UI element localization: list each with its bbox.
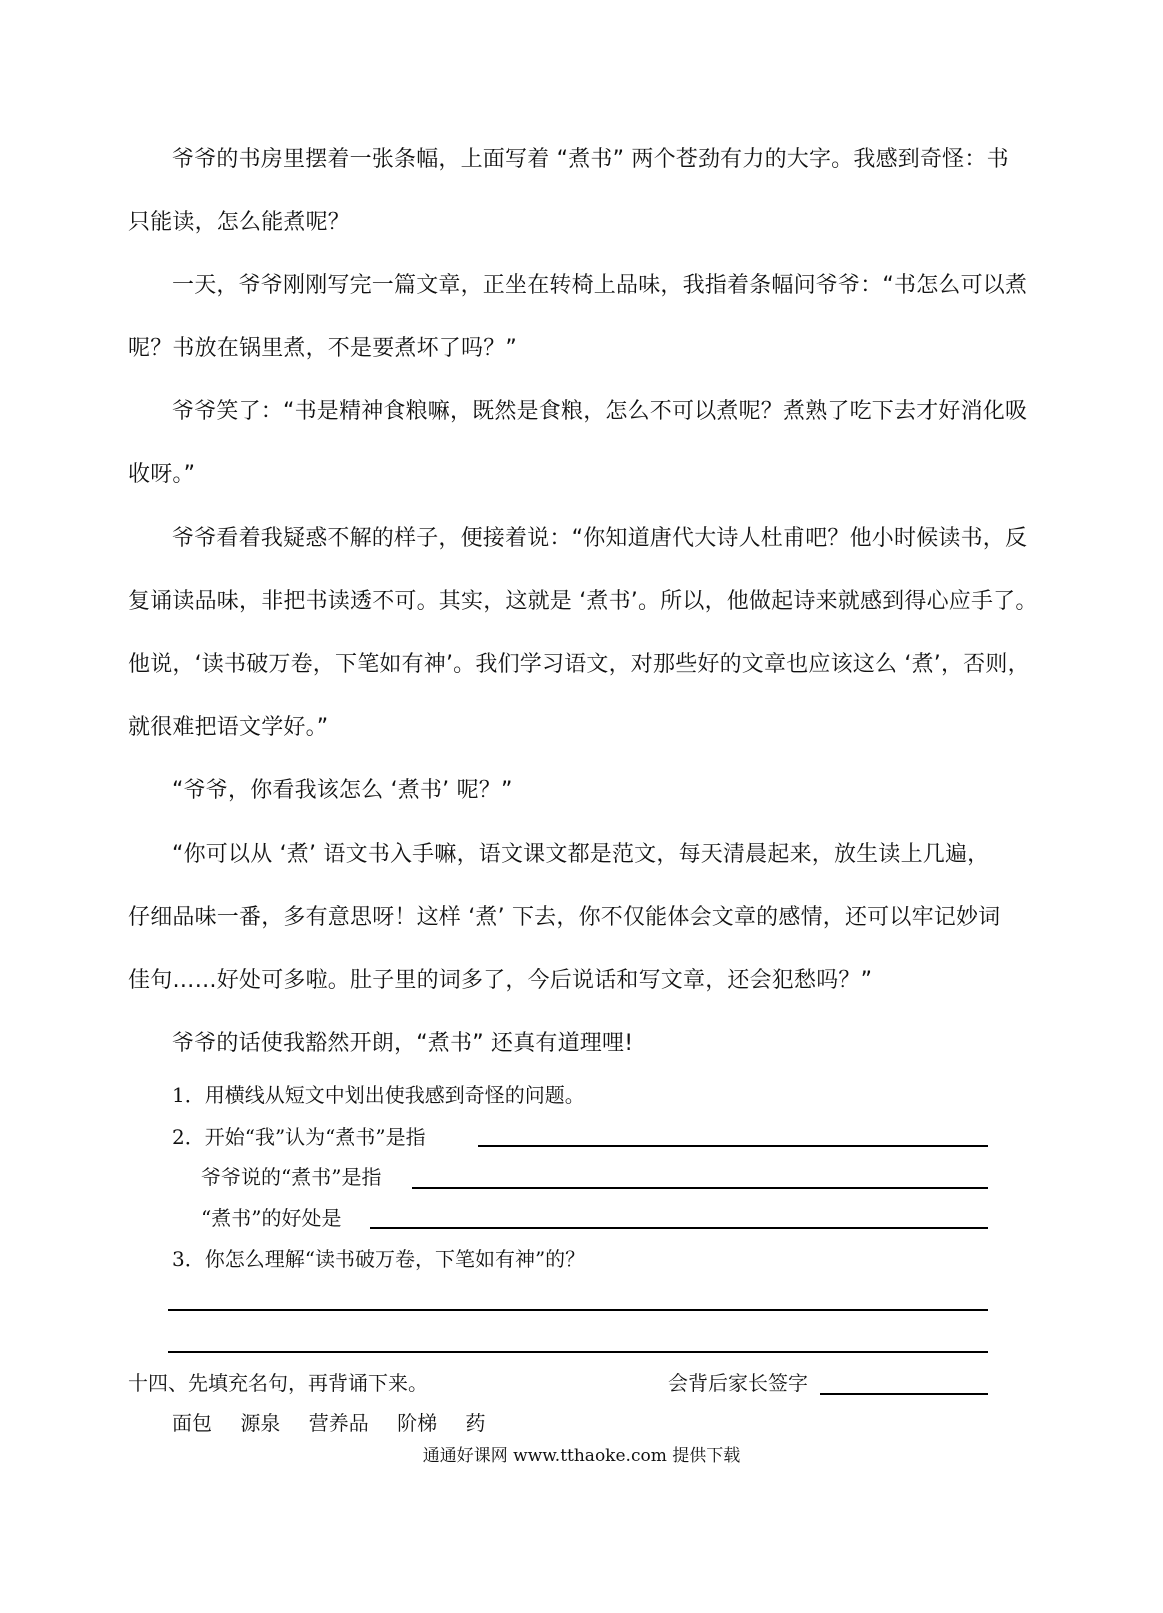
passage-line-4: 呢？书放在锅里煮，不是要煮坏了吗？” [128, 336, 517, 361]
passage-line-12: “你可以从 ‘煮’ 语文书入手嘛，语文课文都是范文，每天清晨起来，放生读上几遍， [172, 842, 990, 867]
page-footer: 通通好课网 www.tthaoke.com 提供下载 [422, 1446, 741, 1466]
passage-line-13: 仔细品味一番，多有意思呀！这样 ‘煮’ 下去，你不仅能体会文章的感情，还可以牢记妙词 [128, 905, 1001, 930]
passage-line-11: “爷爷，你看我该怎么 ‘煮书’ 呢？” [172, 778, 513, 803]
passage-line-14: 佳句……好处可多啦。肚子里的词多了，今后说话和写文章，还会犯愁吗？” [128, 968, 873, 993]
question-2a: 2．开始“我”认为“煮书”是指 [172, 1125, 426, 1149]
word-bank-item: 药 [465, 1411, 486, 1435]
answer-line-3b[interactable] [168, 1351, 988, 1353]
passage-line-2: 只能读，怎么能煮呢？ [128, 210, 351, 235]
answer-line-2b[interactable] [412, 1187, 988, 1189]
question-3: 3．你怎么理解“读书破万卷，下笔如有神”的？ [172, 1247, 586, 1271]
passage-line-5: 爷爷笑了：“书是精神食粮嘛，既然是食粮，怎么不可以煮呢？煮熟了吃下去才好消化吸 [172, 399, 1028, 424]
word-bank-item: 面包 [172, 1411, 212, 1435]
parent-signature-line[interactable] [820, 1393, 988, 1395]
word-bank-item: 营养品 [308, 1411, 369, 1435]
passage-line-3: 一天，爷爷刚刚写完一篇文章，正坐在转椅上品味，我指着条幅问爷爷：“书怎么可以煮 [172, 273, 1028, 298]
passage-line-15: 爷爷的话使我豁然开朗，“煮书” 还真有道理哩! [172, 1031, 634, 1056]
passage-line-8: 复诵读品味，非把书读透不可。其实，这就是 ‘煮书’。所以，他做起诗来就感到得心应手了。 [128, 589, 1038, 614]
passage-line-7: 爷爷看着我疑惑不解的样子，便接着说：“你知道唐代大诗人杜甫吧？他小时候读书，反 [172, 526, 1028, 551]
question-1: 1．用横线从短文中划出使我感到奇怪的问题。 [172, 1083, 585, 1107]
question-2c: “煮书”的好处是 [201, 1206, 342, 1230]
word-bank-item: 源泉 [240, 1411, 281, 1435]
question-2b: 爷爷说的“煮书”是指 [201, 1165, 382, 1189]
word-bank [172, 1409, 507, 1437]
word-bank-item: 阶梯 [397, 1411, 438, 1435]
answer-line-2a[interactable] [478, 1145, 988, 1147]
passage-line-9: 他说，‘读书破万卷，下笔如有神’。我们学习语文，对那些好的文章也应该这么 ‘煮’，否则， [128, 652, 1030, 677]
section-14-title: 十四、先填充名句，再背诵下来。 [128, 1371, 428, 1395]
passage-line-6: 收呀。” [128, 462, 196, 487]
answer-line-3a[interactable] [168, 1309, 988, 1311]
parent-signature-label: 会背后家长签字 [668, 1371, 808, 1395]
answer-line-2c[interactable] [370, 1227, 988, 1229]
passage-line-10: 就很难把语文学好。” [128, 715, 329, 740]
passage-line-1: 爷爷的书房里摆着一张条幅，上面写着 “煮书” 两个苍劲有力的大字。我感到奇怪：书 [172, 147, 1009, 172]
